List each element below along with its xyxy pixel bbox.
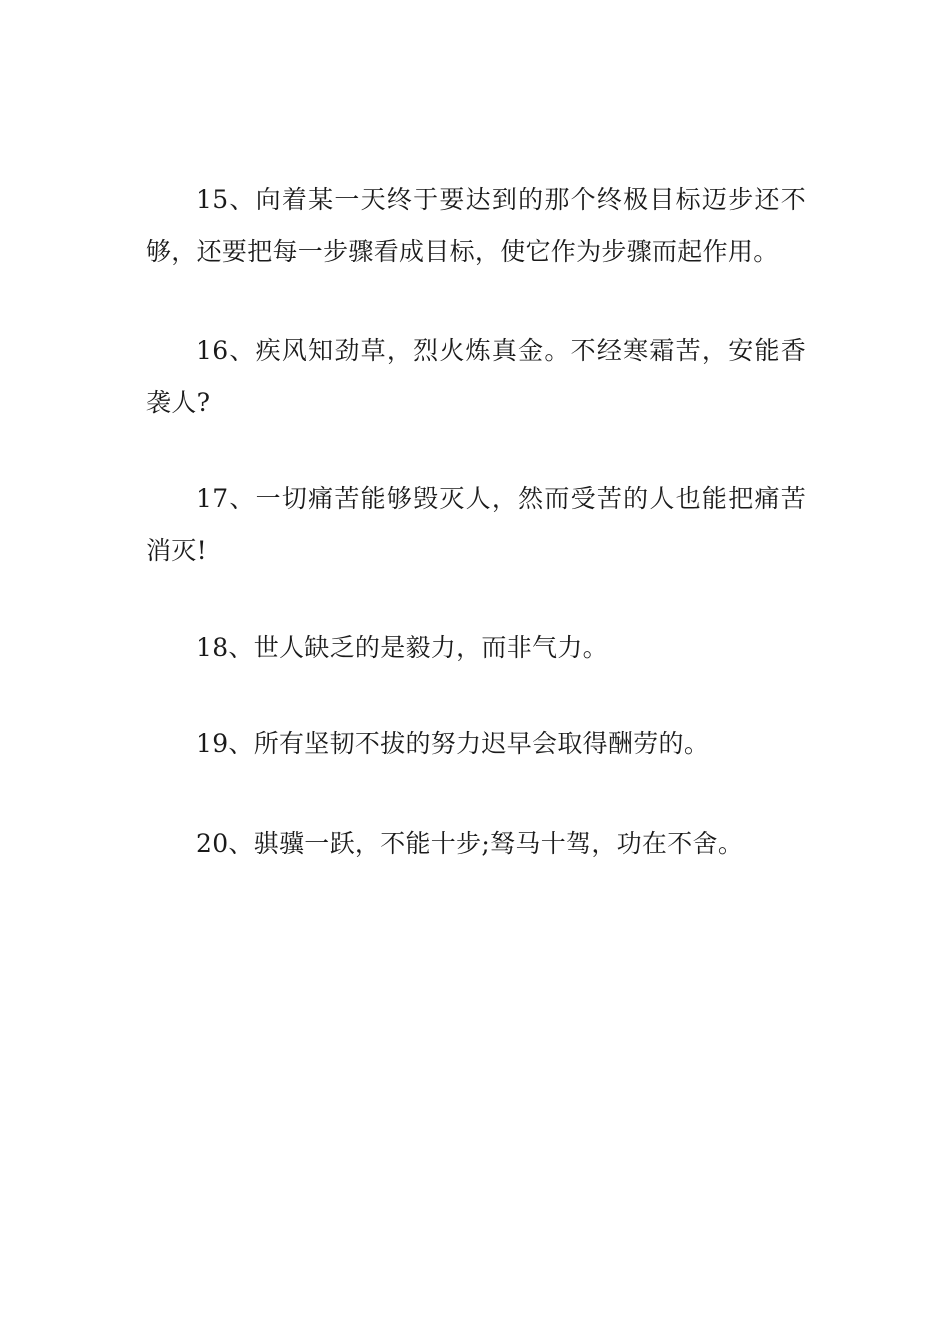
quote-paragraph-16: 16、疾风知劲草，烈火炼真金。不经寒霜苦，安能香袭人? xyxy=(146,336,806,417)
quote-paragraph-18: 18、世人缺乏的是毅力，而非气力。 xyxy=(196,633,608,662)
quote-paragraph-20: 20、骐骥一跃，不能十步;驽马十驾，功在不舍。 xyxy=(196,829,744,858)
quote-paragraph-19: 19、所有坚韧不拔的努力迟早会取得酬劳的。 xyxy=(196,729,710,758)
quote-paragraph-17: 17、一切痛苦能够毁灭人，然而受苦的人也能把痛苦消灭! xyxy=(146,484,806,565)
quote-paragraph-15: 15、向着某一天终于要达到的那个终极目标迈步还不够，还要把每一步骤看成目标，使它作为步骤而起作用。 xyxy=(146,185,806,266)
